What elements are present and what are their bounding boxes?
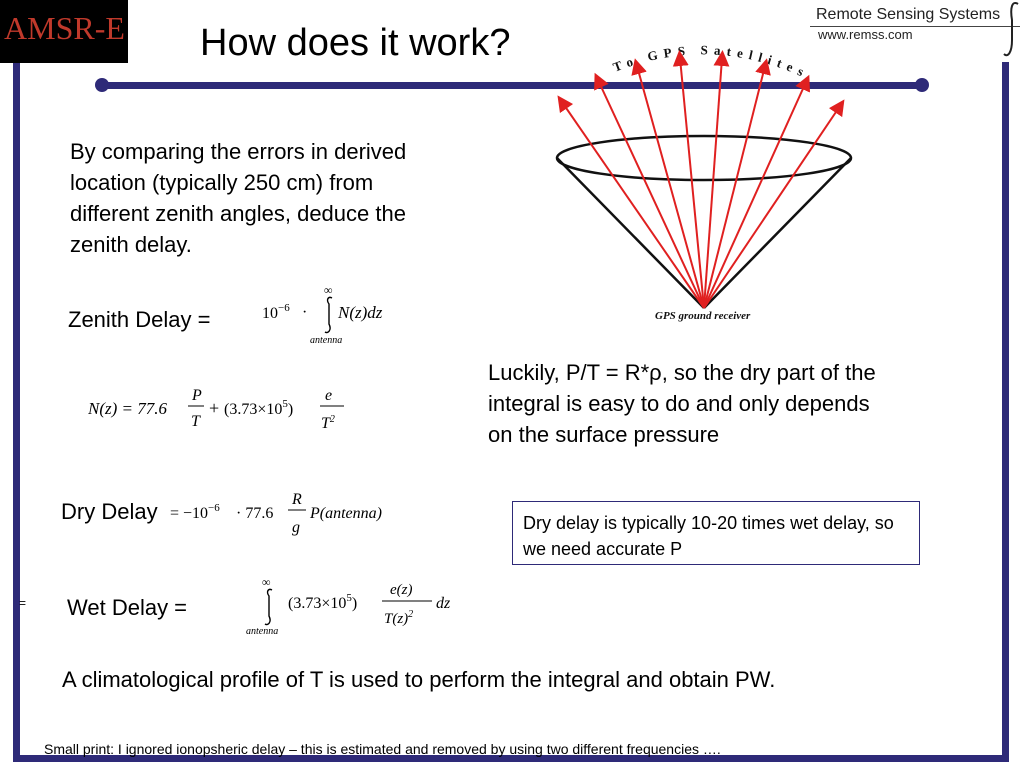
svg-text:∞: ∞ bbox=[262, 576, 271, 589]
logo-text: AMSR-E bbox=[4, 10, 125, 46]
stray-equals-mark: = bbox=[19, 596, 27, 610]
svg-text:T: T bbox=[191, 413, 200, 430]
svg-text:(3.73×105): $(3.73\times 10^5)$ bbox=[288, 592, 358, 612]
org-url: www.remss.com bbox=[818, 27, 913, 42]
zenith-delay-label: Zenith Delay = bbox=[68, 307, 211, 332]
svg-text:·: · bbox=[302, 304, 308, 321]
note-box: Dry delay is typically 10-20 times wet delay, so we need accurate P bbox=[512, 501, 920, 565]
small-print: Small print: I ignored ionopsheric delay – this is estimated and removed by using two different frequencies …. bbox=[44, 741, 721, 757]
svg-text:T(z)2: $T(z)^2$ bbox=[384, 609, 414, 627]
dry-delay-label: Dry Delay bbox=[61, 499, 158, 524]
wet-delay-equation bbox=[244, 576, 464, 638]
signal-rays bbox=[562, 58, 840, 308]
climatology-statement: A climatological profile of T is used to perform the integral and obtain PW. bbox=[62, 667, 776, 692]
zenith-delay-equation bbox=[260, 286, 420, 346]
svg-text:(3.73×105): $(3.73\times 10^5)$ bbox=[224, 398, 294, 418]
svg-text:dz: dz bbox=[436, 595, 451, 612]
svg-text:+: + bbox=[209, 398, 220, 418]
rule-dot-right bbox=[915, 78, 929, 92]
rule-dot-left bbox=[95, 78, 109, 92]
gps-cone-diagram bbox=[540, 40, 870, 330]
intro-paragraph: By comparing the errors in derived location (typically 250 cm) from different zenith angles, deduce the zenith delay. bbox=[70, 139, 407, 257]
receiver-label: GPS ground receiver bbox=[655, 310, 751, 322]
svg-text:P: P bbox=[192, 387, 202, 404]
svg-text:10−6: $10^{-6}$ bbox=[262, 302, 290, 322]
svg-text:g: g bbox=[292, 519, 300, 536]
svg-text:e: e bbox=[325, 387, 333, 404]
svg-text:antenna: antenna bbox=[310, 335, 343, 346]
integral-logo-icon bbox=[1000, 0, 1024, 60]
svg-text:T2: $T^2$ bbox=[321, 414, 335, 432]
ray-4 bbox=[680, 58, 704, 308]
ray-7 bbox=[704, 82, 806, 308]
ray-1 bbox=[562, 102, 704, 308]
svg-text:N(z) = 77.6: N(z) = 77.6 bbox=[88, 399, 167, 418]
svg-text:∞: ∞ bbox=[324, 286, 333, 297]
dry-part-explanation: Luckily, P/T = R*ρ, so the dry part of the integral is easy to do and only depends on the surface pressure bbox=[488, 360, 876, 447]
svg-text:= −10−6: = $-10^{-6}$ bbox=[170, 502, 220, 522]
slide-title: How does it work? bbox=[200, 22, 511, 64]
frame-left-border bbox=[13, 62, 20, 762]
dry-delay-equation bbox=[170, 486, 410, 542]
wet-delay-label: Wet Delay = bbox=[67, 595, 188, 620]
refractivity-equation bbox=[88, 384, 358, 438]
org-name: Remote Sensing Systems bbox=[816, 6, 1001, 23]
svg-text:antenna: antenna bbox=[246, 626, 279, 637]
svg-text:· 77.6: · 77.6 bbox=[236, 505, 274, 522]
svg-text:e(z): e(z) bbox=[390, 582, 413, 598]
frame-right-border bbox=[1002, 62, 1009, 762]
svg-text:N(z)dz: N(z)dz bbox=[338, 303, 383, 322]
amsr-e-logo bbox=[0, 0, 128, 63]
gps-arc-label: To GPS Satellites bbox=[610, 42, 812, 82]
svg-text:R: R bbox=[292, 491, 302, 508]
svg-text:P(antenna): P(antenna) bbox=[310, 505, 382, 522]
